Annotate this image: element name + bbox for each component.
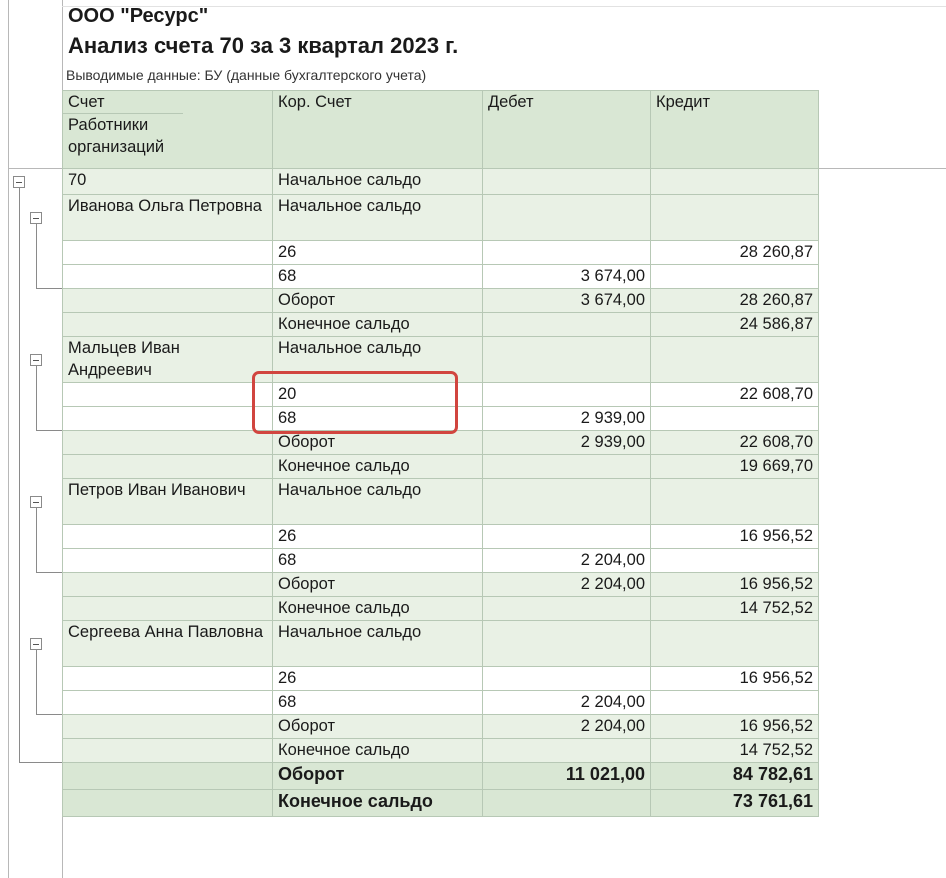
turnover-row — [63, 573, 819, 597]
closing-row — [63, 455, 819, 479]
collapse-minus-icon[interactable] — [30, 354, 42, 366]
header-credit: Кредит — [651, 91, 819, 169]
root-label: Начальное сальдо — [273, 169, 483, 195]
closing-row — [63, 739, 819, 763]
credit-value: 16 956,52 — [651, 525, 819, 549]
total-closing-credit: 73 761,61 — [651, 790, 819, 817]
report-table — [62, 90, 819, 817]
total-closing-row — [63, 790, 819, 817]
tree-line-group — [36, 224, 37, 289]
debit-value — [483, 525, 651, 549]
employee-name: Иванова Ольга Петровна — [63, 195, 273, 241]
closing-debit — [483, 597, 651, 621]
total-turnover-credit: 84 782,61 — [651, 763, 819, 790]
tree-line-group-end — [36, 288, 62, 289]
tree-line-group-end — [36, 572, 62, 573]
collapse-minus-icon[interactable] — [30, 638, 42, 650]
corr-account: 68 — [273, 407, 483, 431]
credit-value — [651, 691, 819, 715]
tree-line-group — [36, 650, 37, 715]
debit-value — [483, 667, 651, 691]
employee-name: Мальцев Иван Андреевич — [63, 337, 273, 383]
header-debit: Дебет — [483, 91, 651, 169]
highlight-box — [252, 371, 458, 434]
turnover-credit: 16 956,52 — [651, 573, 819, 597]
debit-value: 2 204,00 — [483, 549, 651, 573]
header-row — [63, 91, 819, 169]
employee-row — [63, 479, 819, 525]
turnover-label: Оборот — [273, 573, 483, 597]
root-row — [63, 169, 819, 195]
header-account-sub: Работники организаций — [63, 113, 183, 158]
closing-row — [63, 313, 819, 337]
corr-account: 26 — [273, 667, 483, 691]
header-corr: Кор. Счет — [273, 91, 483, 169]
collapse-minus-icon[interactable] — [30, 212, 42, 224]
turnover-row — [63, 431, 819, 455]
corr-account: 68 — [273, 549, 483, 573]
debit-value: 3 674,00 — [483, 265, 651, 289]
closing-credit: 19 669,70 — [651, 455, 819, 479]
corr-account: 68 — [273, 691, 483, 715]
credit-value: 22 608,70 — [651, 383, 819, 407]
turnover-credit: 22 608,70 — [651, 431, 819, 455]
closing-debit — [483, 455, 651, 479]
tree-line-root — [19, 188, 20, 763]
turnover-label: Оборот — [273, 289, 483, 313]
turnover-debit: 2 204,00 — [483, 715, 651, 739]
debit-value: 2 939,00 — [483, 407, 651, 431]
turnover-debit: 2 939,00 — [483, 431, 651, 455]
closing-label: Конечное сальдо — [273, 597, 483, 621]
credit-value — [651, 549, 819, 573]
opening-label: Начальное сальдо — [273, 621, 483, 667]
turnover-row — [63, 715, 819, 739]
opening-label: Начальное сальдо — [273, 337, 483, 383]
employee-row — [63, 195, 819, 241]
report-title: Анализ счета 70 за 3 квартал 2023 г. — [68, 33, 459, 58]
total-turnover-debit: 11 021,00 — [483, 763, 651, 790]
tree-line-group-end — [36, 430, 62, 431]
closing-credit: 14 752,52 — [651, 597, 819, 621]
corr-account: 68 — [273, 265, 483, 289]
corr-account: 26 — [273, 525, 483, 549]
header-account-label: Счет — [68, 93, 105, 111]
output-info: Выводимые данные: БУ (данные бухгалтерского учета) — [66, 67, 427, 83]
total-turnover-row — [63, 763, 819, 790]
root-account: 70 — [63, 169, 273, 195]
opening-label: Начальное сальдо — [273, 195, 483, 241]
total-closing-debit — [483, 790, 651, 817]
debit-value — [483, 241, 651, 265]
turnover-debit: 3 674,00 — [483, 289, 651, 313]
total-closing-label: Конечное сальдо — [273, 790, 483, 817]
tree-line-group-end — [36, 714, 62, 715]
closing-debit — [483, 739, 651, 763]
credit-value: 28 260,87 — [651, 241, 819, 265]
table-row — [63, 667, 819, 691]
company-name: ООО "Ресурс" — [68, 5, 209, 27]
turnover-debit: 2 204,00 — [483, 573, 651, 597]
debit-value: 2 204,00 — [483, 691, 651, 715]
closing-label: Конечное сальдо — [273, 455, 483, 479]
collapse-minus-icon[interactable] — [30, 496, 42, 508]
debit-value — [483, 383, 651, 407]
table-row — [63, 241, 819, 265]
gutter-vertical-line — [8, 0, 9, 878]
corr-account: 26 — [273, 241, 483, 265]
closing-debit — [483, 313, 651, 337]
credit-value: 16 956,52 — [651, 667, 819, 691]
tree-line-group — [36, 508, 37, 573]
turnover-label: Оборот — [273, 431, 483, 455]
turnover-credit: 28 260,87 — [651, 289, 819, 313]
collapse-minus-icon[interactable] — [13, 176, 25, 188]
turnover-label: Оборот — [273, 715, 483, 739]
table-row — [63, 691, 819, 715]
closing-label: Конечное сальдо — [273, 313, 483, 337]
closing-credit: 24 586,87 — [651, 313, 819, 337]
employee-name: Сергеева Анна Павловна — [63, 621, 273, 667]
table-row — [63, 549, 819, 573]
turnover-credit: 16 956,52 — [651, 715, 819, 739]
tree-line-root-end — [19, 762, 62, 763]
credit-value — [651, 407, 819, 431]
employee-name: Петров Иван Иванович — [63, 479, 273, 525]
corr-account: 20 — [273, 383, 483, 407]
closing-credit: 14 752,52 — [651, 739, 819, 763]
employee-row — [63, 621, 819, 667]
opening-label: Начальное сальдо — [273, 479, 483, 525]
total-turnover-label: Оборот — [273, 763, 483, 790]
turnover-row — [63, 289, 819, 313]
closing-label: Конечное сальдо — [273, 739, 483, 763]
header-account — [63, 91, 273, 169]
closing-row — [63, 597, 819, 621]
credit-value — [651, 265, 819, 289]
table-row — [63, 265, 819, 289]
tree-line-group — [36, 366, 37, 431]
table-row — [63, 525, 819, 549]
